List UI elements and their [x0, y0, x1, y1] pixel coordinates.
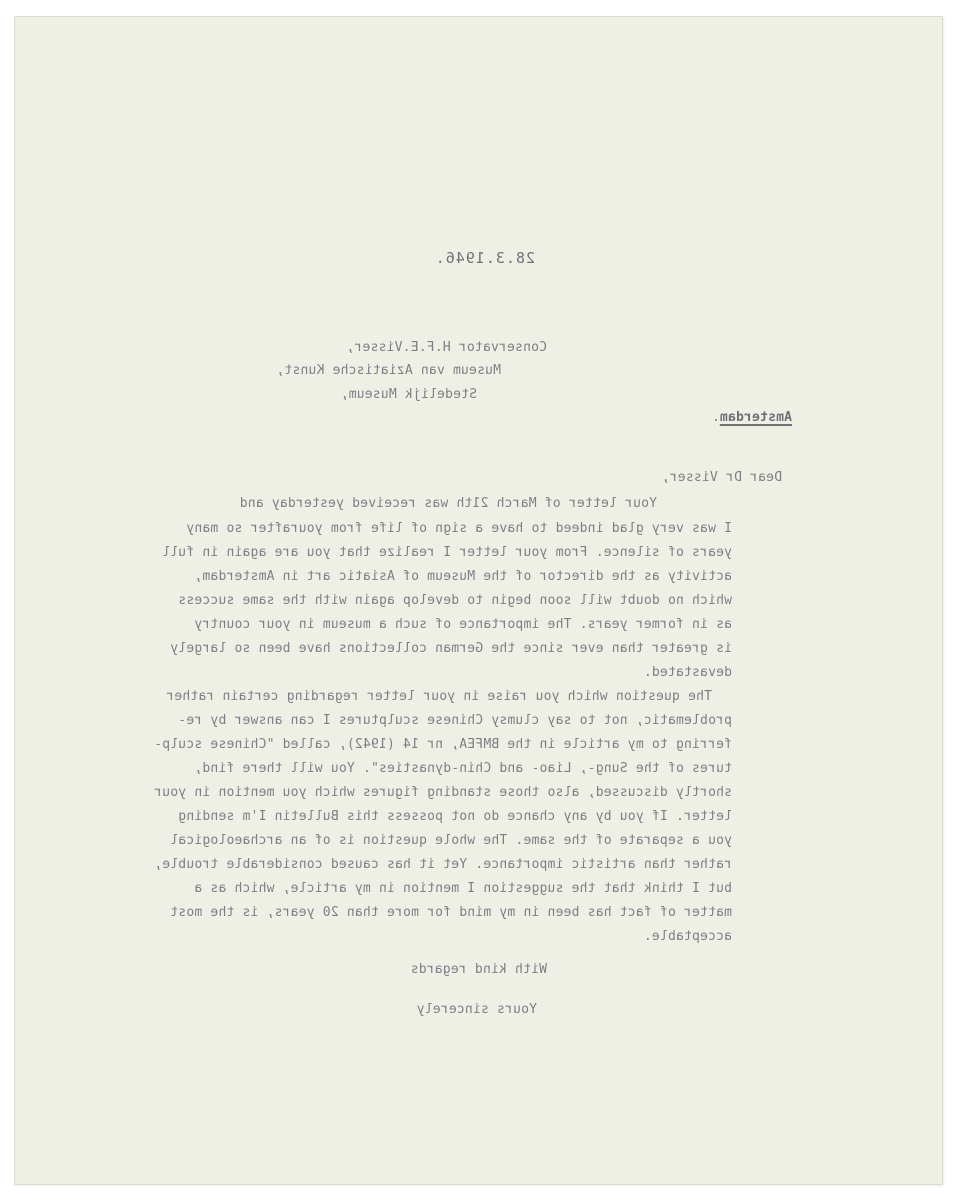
body-line: I was very glad indeed to have a sign of life from yourafter so many: [186, 521, 732, 536]
body-line: years of silence. From your letter I realize that you are again in full: [162, 545, 732, 560]
body-line: devastated.: [643, 665, 732, 680]
addressee-location: Stedelijk Museum,: [340, 387, 477, 402]
body-line: problematic, not to say clumsy Chinese sculptures I can answer by re-: [178, 713, 732, 728]
body-line: as in former years. The importance of such a museum in your country: [194, 617, 732, 632]
closing-regards: With kind regards: [410, 962, 547, 977]
body-line: you a separate of the same. The whole question is of an archaeological: [170, 833, 732, 848]
body-line: tures of the Sung-, Liao- and Chin-dynasties". You will there find,: [194, 761, 732, 776]
body-line: shortly discussed, also those standing figures which you mention in your: [154, 785, 732, 800]
body-line: activity as the director of the Museum of Asiatic art in Amsterdam,: [194, 569, 732, 584]
addressee-city: Amsterdam: [719, 410, 792, 425]
addressee-city-period: .: [711, 410, 720, 425]
closing-signoff: Yours sincerely: [416, 1002, 537, 1017]
body-line: matter of fact has been in my mind for more than 20 years, is the most: [170, 905, 732, 920]
letter-date: 28.3.1946.: [434, 249, 535, 267]
body-line: acceptable.: [643, 929, 732, 944]
addressee-city-line: [712, 410, 792, 426]
addressee-museum: Museum van Aziatische Kunst,: [276, 363, 501, 378]
addressee-name: Conservator H.F.E.Visser,: [346, 340, 547, 355]
body-line: ferring to my article in the BMFEA, nr 14 (1942), called "Chinese sculp-: [154, 737, 732, 752]
body-line: is greater than ever since the German collections have been so largely: [170, 641, 732, 656]
body-line: Your letter of March 21th was received yesterday and: [239, 496, 657, 511]
salutation: Dear Dr Visser,: [661, 470, 782, 485]
body-line: letter. If you by any chance do not possess this Bulletin I'm sending: [178, 809, 732, 824]
body-line: rather than artistic importance. Yet it has caused considerable trouble,: [154, 857, 732, 872]
body-line: but I think that the suggestion I mention in my article, which as a: [194, 881, 732, 896]
body-line: The question which you raise in your letter regarding certain rather: [166, 689, 712, 704]
body-line: which no doubt will soon begin to develop again with the same success: [178, 593, 732, 608]
